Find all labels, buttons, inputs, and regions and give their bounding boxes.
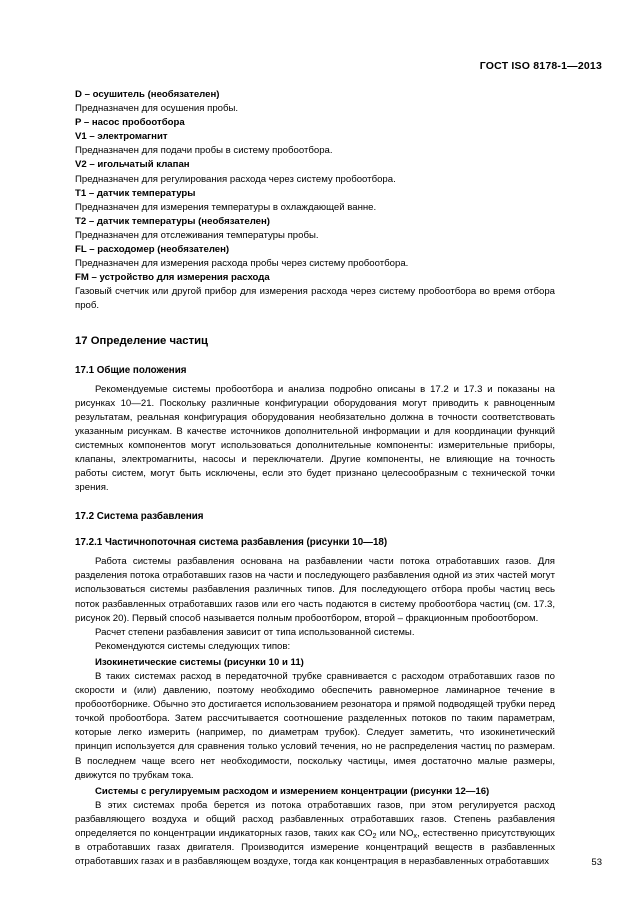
definition-description: Газовый счетчик или другой прибор для измерения расхода через систему пробоотбора во время отбора проб. [75, 286, 555, 312]
definition-term: V2 – игольчатый клапан [75, 159, 190, 171]
definition-term: P – насос пробоотбора [75, 117, 185, 129]
definition-term: D – осушитель (необязателен) [75, 89, 220, 100]
paragraph-isokinetic-systems: В таких системах расход в передаточной трубке сравнивается с расходом отработавших газов по скорости и (или) давлению, поэтому необходимо обеспечить равномерное ламинарное течение в пробоотборнике. Обычно это достигается использованием резонатора и прямой подводящей трубки перед точкой пробоотбора. Затем рассчитывается соотношение разделенных потоков по таким параметрам, которые легко измерить (например, по диаметрам трубок). Следует заметить, что изокинетический принцип используется для сравнения только условий течения, но не распределения частиц по размерам. В последнем чаще всего нет необходимости, поскольку частицы, имея достаточно малые размеры, движутся по трубкам тока. [75, 671, 555, 781]
definition-term: T2 – датчик температуры (необязателен) [75, 215, 271, 227]
section-heading-17-2: 17.2 Система разбавления [75, 511, 204, 523]
paragraph-text-part-3: , естественно присутствующих в отработавших газах двигателя. Производится измерение концентраций веществ в разбавленных отработавших газах и в разбавляющем воздухе, тогда как концентрация в неразбавленных отработавших [75, 828, 555, 868]
definition-term: FL – расходомер (необязателен) [75, 244, 230, 256]
paragraph-17-1-general: Рекомендуемые системы пробоотбора и анализа подробно описаны в 17.2 и 17.3 и показаны на рисунках 10—21. Поскольку различные конфигурации оборудования могут приводить к равноценным результатам, реальная конфигурация оборудования необязательно должна в точности соответствовать указанным рисункам. В качестве источников дополнительной информации и для координации функций системных компонентов могут использоваться дополнительные компоненты: измерительные приборы, клапаны, электромагниты, насосы и переключатели. Другие компоненты, не влияющие на точность работы систем, могут быть исключены, если это будет признано целесообразным с технической точки зрения. [75, 383, 555, 494]
subscript-nox: x [413, 831, 418, 841]
section-heading-17: 17 Определение частиц [75, 334, 208, 347]
definition-description: Предназначен для осушения пробы. [75, 103, 239, 115]
definition-term: T1 – датчик температуры [75, 187, 196, 199]
paragraph-dilution-system-operation: Работа системы разбавления основана на разбавлении части потока отработавших газов. Для разделения потока отработавших газов на части и последующего разбавления одной из этих частей могут использоваться системы разбавления различных типов. Для последующего отбора пробы частиц весь поток разбавленных отработавших газов или его часть подаются в систему пробоотбора частиц (см. 17.3, рисунок 20). Первый способ называется полным пробоотбором, второй – фракционным пробоотбором. [75, 556, 555, 624]
run-in-heading-controlled-flow-systems: Системы с регулируемым расходом и измерением концентрации (рисунки 12—16) [95, 785, 490, 797]
component-definition-list [75, 88, 555, 314]
definition-description: Предназначен для подачи пробы в систему пробоотбора. [75, 145, 333, 157]
page-number: 53 [591, 857, 602, 868]
subscript-co2: 2 [372, 831, 377, 841]
paragraph-dilution-ratio-calculation: Расчет степени разбавления зависит от типа использованной системы. [95, 626, 415, 638]
section-heading-17-1: 17.1 Общие положения [75, 364, 187, 376]
definition-description: Предназначен для отслеживания температуры пробы. [75, 229, 319, 241]
paragraph-recommended-system-types: Рекомендуются системы следующих типов: [95, 640, 291, 652]
definition-description: Предназначен для измерения расхода пробы через систему пробоотбора. [75, 258, 409, 270]
definition-description: Предназначен для регулирования расхода через систему пробоотбора. [75, 173, 396, 185]
paragraph-controlled-flow-systems [75, 799, 555, 869]
page-header-standard-number: ГОСТ ISO 8178-1—2013 [479, 60, 602, 72]
paragraph-text-part-2: или NO [376, 828, 414, 840]
definition-description: Предназначен для измерения температуры в охлаждающей ванне. [75, 201, 377, 213]
run-in-heading-isokinetic-systems: Изокинетические системы (рисунки 10 и 11) [95, 656, 304, 668]
definition-term: V1 – электромагнит [75, 131, 168, 143]
paragraph-text-part-1: В этих системах проба берется из потока отработавших газов, при этом регулируется расход разбавляющего воздуха и общий расход разбавленных отработавших газов. Степень разбавления определяется по концентрации индикаторных газов, таких как CO [75, 799, 555, 840]
definition-term: FM – устройство для измерения расхода [75, 272, 270, 284]
page-content [75, 88, 555, 869]
section-heading-17-2-1: 17.2.1 Частичнопоточная система разбавления (рисунки 10—18) [75, 537, 388, 549]
